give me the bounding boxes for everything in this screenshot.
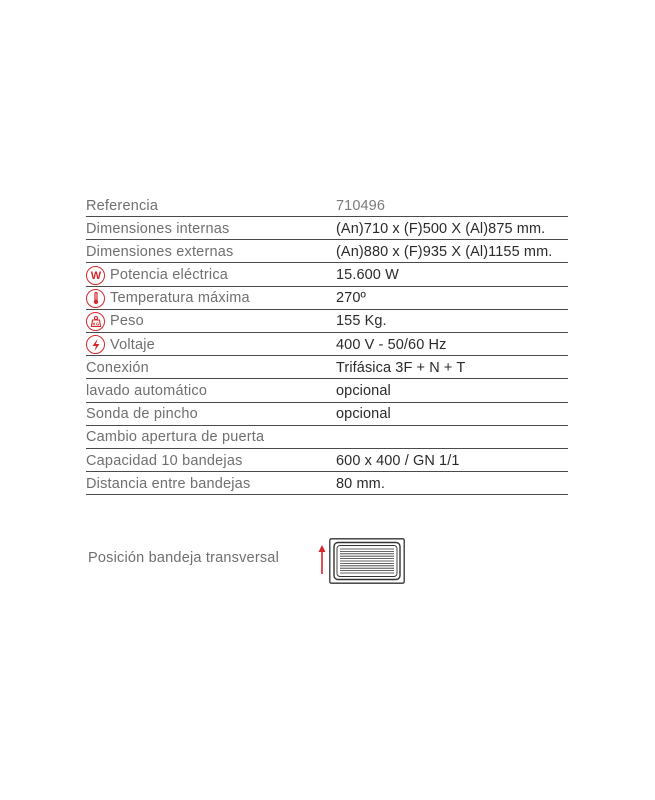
spec-value: (An)710 x (F)500 X (Al)875 mm.	[336, 220, 546, 237]
spec-value: 155 Kg.	[336, 313, 387, 330]
spec-row-dimensiones-externas	[86, 241, 568, 263]
spec-row-dimensiones-internas	[86, 218, 568, 240]
arrow-up-icon	[318, 544, 326, 574]
tray-position	[86, 538, 426, 588]
spec-label: Referencia	[86, 197, 159, 214]
spec-value: opcional	[336, 383, 391, 399]
spec-label: Distancia entre bandejas	[86, 475, 251, 492]
spec-label: Voltaje	[110, 336, 155, 353]
spec-label: Potencia eléctrica	[110, 267, 229, 284]
spec-label: Dimensiones externas	[86, 243, 234, 260]
spec-value: 15.600 W	[336, 267, 399, 284]
spec-label: Temperatura máxima	[110, 290, 250, 307]
spec-label: Capacidad 10 bandejas	[86, 452, 243, 469]
spec-row-voltaje	[86, 334, 568, 356]
lightning-icon	[86, 335, 105, 354]
spec-table	[86, 195, 568, 496]
spec-row-lavado	[86, 381, 568, 403]
spec-row-peso	[86, 311, 568, 333]
weight-icon	[86, 312, 105, 331]
spec-row-sonda	[86, 404, 568, 426]
spec-row-conexion	[86, 357, 568, 379]
spec-value: 80 mm.	[336, 475, 385, 492]
spec-value: 400 V - 50/60 Hz	[336, 336, 447, 353]
svg-text:KG: KG	[92, 321, 99, 327]
spec-row-referencia	[86, 195, 568, 217]
spec-row-distancia	[86, 473, 568, 495]
svg-text:W: W	[90, 270, 101, 283]
spec-row-capacidad	[86, 450, 568, 472]
spec-label: lavado automático	[86, 383, 208, 399]
spec-label: Dimensiones internas	[86, 220, 230, 237]
power-w-icon	[86, 266, 105, 285]
spec-value: Trifásica 3F + N + T	[336, 359, 466, 376]
spec-value: opcional	[336, 406, 391, 423]
spec-row-potencia	[86, 265, 568, 287]
spec-value: 600 x 400 / GN 1/1	[336, 452, 460, 469]
spec-row-cambio-puerta	[86, 427, 568, 449]
spec-value: (An)880 x (F)935 X (Al)1155 mm.	[336, 243, 553, 260]
spec-label: Sonda de pincho	[86, 406, 198, 423]
spec-value: 270º	[336, 290, 366, 307]
spec-label: Peso	[110, 313, 144, 330]
tray-icon	[329, 538, 405, 584]
spec-value: 710496	[336, 197, 385, 214]
spec-label: Cambio apertura de puerta	[86, 429, 265, 446]
spec-label: Conexión	[86, 359, 149, 376]
thermometer-icon	[86, 289, 105, 308]
tray-position-label: Posición bandeja transversal	[88, 550, 279, 566]
spec-row-temperatura	[86, 288, 568, 310]
